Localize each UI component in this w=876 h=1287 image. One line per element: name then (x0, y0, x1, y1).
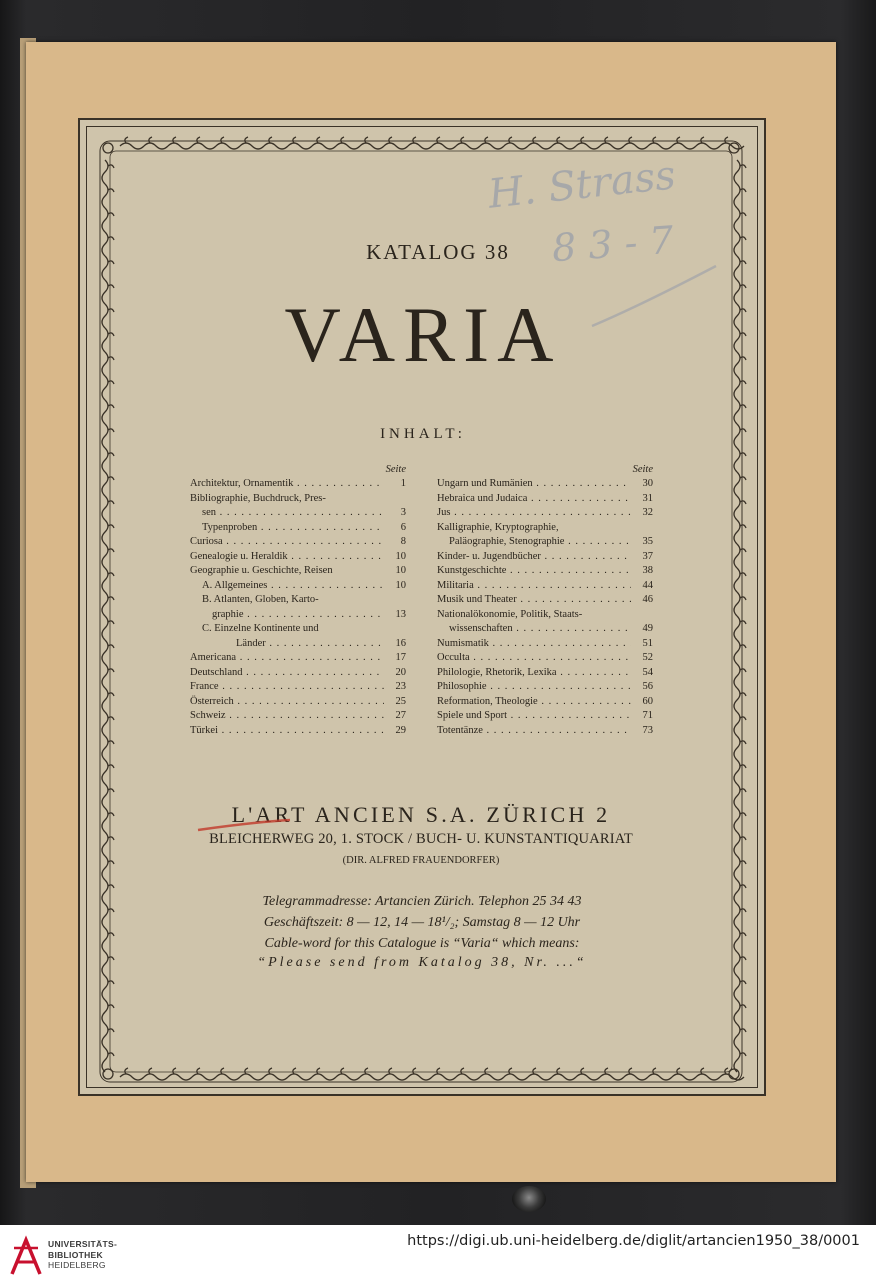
toc-entry (190, 564, 406, 579)
toc-entry (437, 709, 653, 724)
catalog-title: VARIA (284, 291, 562, 378)
toc-entry-title: wissenschaften . . . (437, 622, 631, 637)
toc-entry-title: Hebraica und Judaica . . . (437, 492, 631, 507)
toc-entry-page: 29 (395, 724, 406, 736)
telegram-address: Telegrammadresse: Artancien Zürich. Telephon 25 34 43 (262, 894, 582, 909)
toc-entry-title: graphie . . . (190, 608, 384, 623)
toc-entry-title: Spiele und Sport . . . (437, 709, 631, 724)
toc-entry-page: 27 (395, 710, 406, 721)
library-name (48, 1239, 117, 1271)
contents-heading: INHALT: (380, 426, 466, 442)
toc-entry (190, 709, 406, 724)
firm-address: BLEICHERWEG 20, 1. STOCK / BUCH- U. KUNSTANTIQUARIAT (209, 831, 633, 847)
library-name-line1: UNIVERSITÄTS- (48, 1239, 118, 1249)
binding-screw (512, 1186, 546, 1212)
toc-entry-title: Länder . . . (190, 637, 384, 652)
toc-entry-title: Bibliographie, Buchdruck, Pres- (190, 492, 326, 504)
toc-entry-title: Deutschland . . . (190, 666, 384, 681)
library-name-line3: HEIDELBERG (48, 1260, 106, 1270)
toc-entry-title: Nationalökonomie, Politik, Staats- (437, 608, 583, 620)
toc-entry-page: 17 (395, 652, 406, 663)
toc-left-list (190, 477, 406, 738)
toc-entry-page: 25 (395, 695, 406, 707)
library-logo-icon (8, 1234, 44, 1278)
toc-entry-title: France . . . (190, 680, 384, 695)
toc-entry (437, 680, 653, 695)
toc-entry-page (384, 492, 406, 507)
toc-entry-title: Genealogie u. Heraldik . . . (190, 550, 384, 565)
toc-entry-title: sen . . . (190, 506, 384, 521)
toc-entry (437, 506, 653, 521)
toc-entry (437, 695, 653, 710)
toc-entry (190, 608, 406, 623)
toc-entry-page: 10 (395, 565, 406, 576)
toc-entry-page (631, 608, 653, 623)
toc-entry (437, 608, 653, 623)
library-name-line2: BIBLIOTHEK (48, 1249, 103, 1260)
toc-entry (437, 579, 653, 594)
toc-entry (190, 593, 406, 608)
toc-entry-page: 46 (642, 594, 653, 605)
toc-entry-page: 10 (395, 550, 406, 562)
toc-entry (190, 695, 406, 710)
toc-entry-title: Kinder- u. Jugendbücher . . . (437, 550, 631, 565)
toc-entry-page: 35 (642, 536, 653, 547)
toc-entry-title: Numismatik . . . (437, 637, 631, 652)
toc-entry (190, 492, 406, 507)
toc-entry-page: 31 (642, 492, 653, 504)
toc-entry-title: Kalligraphie, Kryptographie, (437, 521, 559, 533)
toc-entry-title: Philologie, Rhetorik, Lexika . . . (437, 666, 631, 681)
toc-entry (437, 492, 653, 507)
toc-entry-page: 71 (642, 710, 653, 721)
toc-entry (437, 477, 653, 492)
viewer-footer (0, 1225, 876, 1287)
toc-entry-page: 51 (642, 637, 653, 649)
toc-entry (190, 550, 406, 565)
toc-entry (190, 622, 406, 637)
toc-entry-title: Curiosa . . . (190, 535, 384, 550)
toc-entry (437, 637, 653, 652)
toc-entry-title: Philosophie . . . (437, 680, 631, 695)
toc-entry-title: Geographie u. Geschichte, Reisen (190, 565, 333, 576)
toc-entry-page: 23 (395, 681, 406, 692)
toc-entry-title: Americana . . . (190, 651, 384, 666)
toc-entry (190, 651, 406, 666)
firm-director: (DIR. ALFRED FRAUENDORFER) (342, 855, 500, 866)
toc-entry-title: Musik und Theater . . . (437, 593, 631, 608)
permalink-url[interactable]: https://digi.ub.uni-heidelberg.de/diglit/artancien1950_38/0001 (407, 1233, 860, 1249)
toc-entry-title: Türkei . . . (190, 724, 384, 739)
page-column-label: Seite (632, 464, 653, 475)
toc-entry-page: 16 (395, 637, 406, 649)
toc-entry-page: 73 (642, 724, 653, 736)
toc-entry-title: Architektur, Ornamentik . . . (190, 477, 384, 492)
toc-entry-title: Österreich . . . (190, 695, 384, 710)
toc-entry-page: 10 (395, 579, 406, 591)
cable-word-note: Cable-word for this Catalogue is “Varia“ which means: (264, 936, 580, 951)
pencil-annotation-2: 8 3 - 7 (550, 217, 675, 271)
firm-name: L'ART ANCIEN S.A. ZÜRICH 2 (231, 802, 611, 827)
toc-entry-title: B. Atlanten, Globen, Karto- (202, 594, 319, 605)
toc-entry-page: 38 (642, 565, 653, 576)
toc-entry (437, 724, 653, 739)
toc-entry-title: A. Allgemeines . . . (190, 579, 384, 594)
toc-entry-page: 3 (400, 507, 406, 518)
toc-entry (437, 666, 653, 681)
toc-entry (437, 593, 653, 608)
toc-entry (190, 666, 406, 681)
toc-entry-title: Reformation, Theologie . . . (437, 695, 631, 710)
toc-entry (190, 506, 406, 521)
toc-entry-title: Ungarn und Rumänien . . . (437, 477, 631, 492)
toc-entry-page (631, 521, 653, 536)
toc-entry-page: 37 (642, 550, 653, 562)
toc-entry-page: 32 (642, 507, 653, 518)
toc-entry (190, 535, 406, 550)
toc-entry (437, 535, 653, 550)
toc-entry-page: 49 (642, 623, 653, 634)
toc-entry (190, 477, 406, 492)
toc-entry-title: Typenproben . . . (190, 521, 384, 536)
toc-entry-page: 56 (642, 681, 653, 692)
order-phrase: “Please send from Katalog 38, Nr. ...“ (257, 955, 587, 970)
toc-entry-title: Kunstgeschichte . . . (437, 564, 631, 579)
toc-entry-page: 52 (642, 652, 653, 663)
toc-entry-page (384, 622, 406, 637)
business-hours: Geschäftszeit: 8 — 12, 14 — 18¹/₂; Samstag 8 — 12 Uhr (263, 915, 581, 930)
toc-entry-title: Jus . . . (437, 506, 631, 521)
toc-entry (190, 724, 406, 739)
toc-right-column (437, 462, 653, 738)
toc-entry (437, 564, 653, 579)
toc-entry-title: C. Einzelne Kontinente und (202, 623, 319, 634)
toc-entry-page: 54 (642, 666, 653, 678)
toc-entry (190, 521, 406, 536)
toc-entry-page: 20 (395, 666, 406, 678)
toc-entry-title: Totentänze . . . (437, 724, 631, 739)
toc-entry-page: 13 (395, 608, 406, 620)
toc-entry-title: Paläographie, Stenographie . . . (437, 535, 631, 550)
pencil-annotation-1: H. Strass (486, 152, 678, 218)
toc-entry-page: 1 (400, 478, 406, 489)
toc-entry-page: 44 (642, 579, 653, 591)
toc-entry (190, 637, 406, 652)
toc-entry-page: 8 (400, 536, 406, 547)
toc-entry-page: 60 (642, 695, 653, 707)
toc-entry (190, 680, 406, 695)
toc-entry (190, 579, 406, 594)
toc-entry (437, 550, 653, 565)
toc-left-column (190, 462, 406, 738)
toc-entry-title: Militaria . . . (437, 579, 631, 594)
toc-entry (437, 521, 653, 536)
toc-entry-page: 6 (400, 521, 406, 533)
toc-entry-title: Schweiz . . . (190, 709, 384, 724)
toc-entry-title: Occulta . . . (437, 651, 631, 666)
toc-entry (437, 622, 653, 637)
toc-entry-page (384, 593, 406, 608)
catalog-number: KATALOG 38 (366, 240, 510, 264)
page-column-label: Seite (385, 464, 406, 475)
toc-entry-page: 30 (642, 478, 653, 489)
toc-right-list (437, 477, 653, 738)
toc-entry (437, 651, 653, 666)
